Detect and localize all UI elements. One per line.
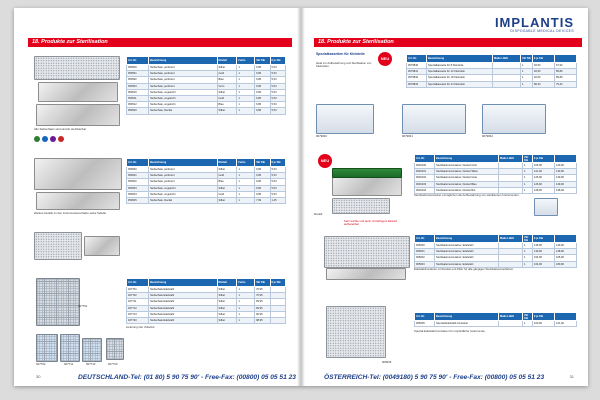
table-cell: 1: [521, 63, 533, 69]
table-cell: Sterilisationscontainer, Deckel Grau: [435, 175, 499, 181]
column-header: Maße L/B/H: [499, 235, 523, 243]
table-cell: 1: [523, 163, 533, 169]
table-cell: 1: [237, 77, 255, 83]
brand-tagline: DISPOSABLE MEDICAL DEVICES: [510, 29, 574, 33]
table-cell: [270, 317, 285, 323]
column-header: Art.-Nr.: [127, 57, 149, 65]
code-label: 927T02: [36, 362, 46, 366]
table-cell: Siebschale, perforiert: [149, 65, 217, 71]
tray-lid-image: [38, 82, 118, 102]
cassette-image: [316, 104, 374, 134]
green-lid-container-image: [332, 168, 402, 178]
table-cell: 83,95: [255, 305, 270, 311]
column-header: Art.-Nr.: [415, 313, 435, 321]
column-header: € je Stk: [270, 159, 285, 167]
small-tray-lid-image: [84, 236, 120, 256]
table-cell: Siebschale, perforiert: [149, 167, 217, 173]
table-cell: 927712: [127, 305, 149, 311]
table-cell: 1: [237, 197, 255, 203]
table-cell: Spezialkassette für 8 Kleinteile: [427, 63, 493, 69]
perforated-tray-image: [34, 56, 120, 80]
column-header: Bezeichnung: [149, 57, 217, 65]
code-label: 927T01: [78, 304, 88, 308]
table-cell: Silber: [217, 299, 237, 305]
table-cell: 1: [237, 65, 255, 71]
table-cell: Silber: [217, 197, 237, 203]
column-header: VE/ Stk: [523, 313, 533, 321]
column-header: Maße L/B/H: [499, 155, 523, 163]
special-container-table: [414, 312, 577, 327]
block1-note: Alle Siebschalen sind einzeln sterilisierbar.: [34, 127, 87, 131]
table-cell: 1: [523, 261, 533, 267]
special-container-image: [326, 306, 386, 358]
table-cell: 6,86: [255, 173, 270, 179]
column-header: VE/ Stk: [255, 279, 270, 287]
table-cell: 9026103: [415, 181, 435, 187]
table-cell: 139,90: [533, 249, 555, 255]
table-cell: Gold: [217, 191, 237, 197]
table-cell: Sterilisationscontainer, Deckel Grün: [435, 163, 499, 169]
table-cell: 1: [523, 255, 533, 261]
table-cell: Spezialkassette für 12 Kleinteile: [427, 69, 493, 75]
table-cell: 1: [523, 321, 533, 327]
table-cell: 6,86: [255, 179, 270, 185]
table-cell: 9026100: [415, 163, 435, 169]
new-badge: NEU: [378, 52, 392, 66]
table-cell: Silber: [217, 185, 237, 191]
cassette-table: [406, 54, 577, 88]
column-header: € je Stk: [533, 235, 555, 243]
table-cell: 139,90: [555, 175, 577, 181]
page-number: 30: [36, 374, 41, 379]
table-cell: 133,90: [555, 169, 577, 175]
table-cell: Siebschale, ungelocht: [149, 102, 217, 108]
table-cell: 92,53: [533, 69, 555, 75]
table-cell: 6,86: [255, 77, 270, 83]
table-cell: Sterilisationscontainer, Edelstahl: [435, 243, 499, 249]
table-cell: 148,90: [555, 187, 577, 193]
table-cell: 5,53: [270, 167, 285, 173]
column-header: Art.-Nr.: [415, 235, 435, 243]
table-cell: 154,90: [533, 255, 555, 261]
table-cell: 927701: [127, 287, 149, 293]
column-header: Farbe: [237, 279, 255, 287]
table-cell: 92,53: [533, 63, 555, 69]
table-cell: 135,90: [533, 243, 555, 249]
table-cell: 927713: [127, 311, 149, 317]
table-cell: 6,86: [255, 108, 270, 114]
table-cell: 70,95: [255, 287, 270, 293]
table-cell: Siebschale Edelstahl: [149, 287, 217, 293]
table-cell: 165,90: [555, 255, 577, 261]
column-header: VE/ Stk: [255, 57, 270, 65]
column-header: Modell: [217, 159, 237, 167]
table-cell: Siebschale Edelstahl: [149, 317, 217, 323]
table-cell: Silber: [217, 167, 237, 173]
table-cell: Silber: [217, 65, 237, 71]
table-cell: Sterilisationscontainer, Edelstahl: [435, 261, 499, 267]
table-cell: 86,43: [533, 81, 555, 87]
column-header: Bezeichnung: [435, 155, 499, 163]
table-cell: Siebschale Edelstahl: [149, 299, 217, 305]
table-cell: 85,89: [555, 69, 577, 75]
code-label: 927T11: [64, 362, 74, 366]
table-cell: 9079840: [407, 63, 427, 69]
wire-basket-blue-image: [82, 338, 102, 362]
table-cell: 6,86: [255, 185, 270, 191]
new-badge: NEU: [318, 154, 332, 168]
table-cell: 9026101: [415, 169, 435, 175]
steel-container-lid-image: [326, 268, 406, 280]
table-cell: Blau: [217, 102, 237, 108]
color-swatch: [42, 136, 48, 142]
column-header: [555, 313, 577, 321]
instrument-tray-image: [34, 158, 122, 190]
wire-basket-blue-image: [60, 334, 80, 362]
table-cell: 1: [523, 187, 533, 193]
table-cell: Siebschale, perforiert: [149, 71, 217, 77]
code-label: 9079842: [482, 134, 493, 138]
catalog-spread: [14, 8, 588, 386]
color-swatch: [50, 136, 56, 142]
column-header: Modell: [217, 279, 237, 287]
product-table-1: [126, 56, 286, 115]
product-table-3: [126, 278, 286, 324]
table-cell: 1: [237, 102, 255, 108]
table-cell: Spezialkassette für 18 Kleinteile: [427, 75, 493, 81]
table-cell: 1: [523, 249, 533, 255]
table-cell: 950603: [127, 185, 149, 191]
table-cell: 927711: [127, 299, 149, 305]
table-cell: 950510: [127, 89, 149, 95]
column-header: [555, 155, 577, 163]
column-header: € je Stk: [533, 55, 555, 63]
table-cell: 85,89: [555, 75, 577, 81]
column-header: Farbe: [237, 159, 255, 167]
table-cell: Gold: [217, 95, 237, 101]
tray-image: [36, 104, 120, 126]
brand-logo: [495, 16, 574, 33]
table-cell: 1: [523, 169, 533, 175]
table-cell: 1: [523, 243, 533, 249]
table-cell: 100,90: [533, 321, 555, 327]
column-header: Bezeichnung: [149, 279, 217, 287]
table-cell: 83,95: [255, 299, 270, 305]
table-cell: Siebschale, ungelocht: [149, 185, 217, 191]
column-header: Bezeichnung: [427, 55, 493, 63]
table-cell: Sterilisationscontainer, Edelstahl: [435, 255, 499, 261]
container-table: [414, 154, 577, 194]
table-cell: 1: [237, 293, 255, 299]
table-cell: 5,53: [270, 185, 285, 191]
table-cell: 905000: [415, 243, 435, 249]
table-cell: Silber: [217, 89, 237, 95]
highlight-note: Sehr leichte und auch mit farbigem Einsatz aufbereitbar: [344, 219, 398, 227]
column-header: € je Stk: [270, 57, 285, 65]
column-header: Bezeichnung: [435, 235, 499, 243]
table-cell: Siebschale, Deckel: [149, 108, 217, 114]
table-cell: Sterilisationscontainer, Deckel Blau: [435, 181, 499, 187]
table-cell: 1: [521, 69, 533, 75]
table-cell: 6,86: [255, 191, 270, 197]
table-cell: 1: [523, 181, 533, 187]
table-cell: Silber: [217, 293, 237, 299]
table-cell: 79,43: [555, 81, 577, 87]
table-cell: Siebschale Edelstahl: [149, 305, 217, 311]
table-cell: 6,86: [255, 71, 270, 77]
table-cell: Silber: [217, 108, 237, 114]
table-cell: 67,93: [555, 63, 577, 69]
table-cell: 905003: [415, 261, 435, 267]
table-cell: 950512: [127, 102, 149, 108]
table-row: [127, 197, 286, 203]
table-cell: 5,53: [270, 95, 285, 101]
table-cell: Gold: [217, 173, 237, 179]
container-description: Sterilisationscontainer ermöglichen die Aufbewahrung von sterilisierten Instrumenten.: [414, 193, 520, 197]
table-cell: Spezialkassette für 24 Kleinteile: [427, 81, 493, 87]
table-cell: 126,90: [533, 175, 555, 181]
table-cell: 9079842: [407, 75, 427, 81]
table-cell: 7,99: [255, 197, 270, 203]
table-cell: Siebschale, ungelocht: [149, 95, 217, 101]
table-cell: 180,90: [555, 261, 577, 267]
wire-basket-image: [36, 278, 80, 326]
table-cell: 950500: [127, 65, 149, 71]
table-cell: 950502: [127, 77, 149, 83]
table-cell: 1: [237, 287, 255, 293]
column-header: VE/ Stk: [255, 159, 270, 167]
wire-basket-blue-image: [36, 334, 58, 362]
container-insert-image: [332, 198, 390, 214]
table-cell: 1: [521, 75, 533, 81]
column-header: Art.-Nr.: [127, 159, 149, 167]
steel-container-image: [324, 236, 410, 268]
table-cell: 927702: [127, 293, 149, 299]
table-cell: 927720: [127, 317, 149, 323]
table-cell: 5,53: [270, 173, 285, 179]
table-cell: 164,90: [533, 261, 555, 267]
table-cell: 950601: [127, 173, 149, 179]
wire-basket-image: [106, 338, 124, 360]
table-cell: 1: [237, 191, 255, 197]
table-cell: 6,86: [255, 83, 270, 89]
color-swatch: [34, 136, 40, 142]
column-header: € je Stk: [270, 279, 285, 287]
table-cell: 5,53: [270, 179, 285, 185]
table-cell: 149,90: [555, 243, 577, 249]
table-cell: Silber: [217, 305, 237, 311]
table-cell: 5,53: [270, 83, 285, 89]
table-cell: [493, 81, 521, 87]
column-header: Maße L/B/H: [499, 313, 523, 321]
contact-footer: ÖSTERREICH-Tel: (0049180) 5 90 75 90' - Free-Fax: (00800) 05 05 51 23: [324, 374, 545, 381]
table-cell: 1: [237, 179, 255, 185]
table-cell: 9079843: [407, 81, 427, 87]
table-cell: 6,86: [255, 95, 270, 101]
table-cell: 126,90: [533, 181, 555, 187]
column-header: Art.-Nr.: [407, 55, 427, 63]
color-swatch: [58, 136, 64, 142]
table-cell: 106,90: [533, 163, 555, 169]
table-cell: 6,86: [255, 65, 270, 71]
table-cell: 950503: [127, 83, 149, 89]
table-cell: Siebschale, Deckel: [149, 197, 217, 203]
table-cell: Siebschale, perforiert: [149, 179, 217, 185]
column-header: € je Stk: [533, 313, 555, 321]
table-cell: 1,45: [270, 197, 285, 203]
table-cell: Blau: [217, 77, 237, 83]
table-cell: Siebschale, perforiert: [149, 77, 217, 83]
table-cell: 9026102: [415, 175, 435, 181]
code-label: 9079840: [316, 134, 327, 138]
section-title: Spezialkassetten für Kleinteile: [316, 52, 365, 56]
code-label: 9079841: [402, 134, 413, 138]
table-cell: Siebschale, perforiert: [149, 83, 217, 89]
column-header: VE/ Stk: [521, 55, 533, 63]
table-cell: 1: [237, 108, 255, 114]
table-row: [127, 108, 286, 114]
table-cell: 90,95: [255, 311, 270, 317]
table-row: [127, 317, 286, 323]
table-cell: 6,86: [255, 102, 270, 108]
table-cell: 6,86: [255, 167, 270, 173]
product-table-2: [126, 158, 286, 204]
contact-footer: DEUTSCHLAND-Tel: (01 80) 5 90 75 90' - Free-Fax: (00800) 05 05 51 23: [78, 374, 296, 381]
small-tray-image: [34, 232, 82, 260]
table-cell: Sterilisationscontainer, Edelstahl: [435, 249, 499, 255]
table-cell: 905005: [415, 321, 435, 327]
section-description: Ideal zur Aufbewahrung und Sterilisation von Kleinteilen.: [316, 61, 372, 69]
table-cell: 1: [237, 299, 255, 305]
table-cell: 5,53: [270, 77, 285, 83]
table-cell: Grün: [217, 83, 237, 89]
code-label: 927T20: [108, 362, 118, 366]
steel-container-description: Edelstahlcontainer mit Deckel und Filter für alle gängigen Sterilisationsverfahren.: [414, 267, 514, 271]
table-cell: 950520: [127, 108, 149, 114]
column-header: VE/ Stk: [523, 155, 533, 163]
table-cell: Blau: [217, 179, 237, 185]
table-cell: 121,90: [533, 169, 555, 175]
table-cell: 950604: [127, 191, 149, 197]
table-cell: Sterilisationscontainer, Deckel Silber: [435, 169, 499, 175]
column-header: Art.-Nr.: [415, 155, 435, 163]
table-cell: 5,53: [270, 65, 285, 71]
table-cell: 121,90: [555, 321, 577, 327]
block3-note: Lieferung inkl. Zubehör.: [126, 325, 156, 329]
column-header: [555, 55, 577, 63]
table-cell: 9026104: [415, 187, 435, 193]
table-cell: 1: [237, 185, 255, 191]
table-row: [415, 321, 577, 327]
brand-name: IMPLANTIS: [494, 15, 574, 30]
table-cell: 1: [237, 83, 255, 89]
right-section-header: 18. Produkte zur Sterilisation: [314, 38, 582, 47]
left-section-header: 18. Produkte zur Sterilisation: [28, 38, 292, 47]
block2-note: Weitere Details zu den Instrumentenschalen siehe Tabelle.: [34, 211, 107, 215]
table-cell: 5,53: [270, 191, 285, 197]
table-cell: 128,90: [533, 187, 555, 193]
table-cell: Gold: [217, 71, 237, 77]
table-cell: 1: [237, 173, 255, 179]
column-header: Art.-Nr.: [127, 279, 149, 287]
special-container-description: Spezial-Edelstahl-Container für empfindliche Instrumente.: [414, 329, 486, 333]
cassette-image: [402, 104, 466, 134]
table-cell: 1: [237, 95, 255, 101]
instrument-tray-lid-image: [36, 192, 120, 210]
table-row: [407, 81, 577, 87]
column-header: [555, 235, 577, 243]
table-cell: 950511: [127, 95, 149, 101]
table-cell: [499, 321, 523, 327]
table-cell: 5,53: [270, 102, 285, 108]
right-page: [302, 8, 588, 386]
table-cell: 92,53: [533, 75, 555, 81]
table-cell: Siebschale, ungelocht: [149, 191, 217, 197]
left-page: [14, 8, 300, 386]
table-cell: 148,90: [555, 249, 577, 255]
table-cell: Silber: [217, 317, 237, 323]
column-header: Bezeichnung: [149, 159, 217, 167]
column-header: Bezeichnung: [435, 313, 499, 321]
table-cell: 9079841: [407, 69, 427, 75]
table-cell: 1: [521, 81, 533, 87]
table-cell: 905001: [415, 249, 435, 255]
table-cell: 950605: [127, 197, 149, 203]
table-cell: 905002: [415, 255, 435, 261]
table-cell: 1: [237, 89, 255, 95]
steel-container-table: [414, 234, 577, 268]
table-cell: 6,86: [255, 89, 270, 95]
table-cell: 1: [237, 311, 255, 317]
table-cell: 1: [237, 167, 255, 173]
table-cell: Spezial-Edelstahl-Container: [435, 321, 499, 327]
table-cell: 950501: [127, 71, 149, 77]
column-header: Farbe: [237, 57, 255, 65]
table-cell: 950600: [127, 167, 149, 173]
table-cell: Siebschale, ungelocht: [149, 89, 217, 95]
table-cell: 1: [523, 175, 533, 181]
table-cell: Silber: [217, 287, 237, 293]
table-cell: Siebschale, perforiert: [149, 173, 217, 179]
table-cell: Siebschale Edelstahl: [149, 293, 217, 299]
table-cell: 70,95: [255, 293, 270, 299]
column-header: VE/ Stk: [523, 235, 533, 243]
table-cell: 5,53: [270, 89, 285, 95]
column-header: € je Stk: [533, 155, 555, 163]
table-cell: 5,53: [270, 71, 285, 77]
table-cell: Siebschale Edelstahl: [149, 311, 217, 317]
table-cell: 950602: [127, 179, 149, 185]
code-label: 905005: [382, 360, 392, 364]
table-cell: 1: [237, 317, 255, 323]
table-cell: 5,53: [270, 108, 285, 114]
table-cell: 1: [237, 71, 255, 77]
model-label: Modell: [314, 212, 323, 216]
table-cell: Sterilisationscontainer, Deckel Rot: [435, 187, 499, 193]
cassette-image: [482, 104, 546, 134]
code-label: 927T12: [86, 362, 96, 366]
table-cell: 129,90: [555, 163, 577, 169]
table-cell: 139,90: [555, 181, 577, 187]
filter-image: [534, 198, 558, 216]
table-cell: 1: [237, 305, 255, 311]
table-cell: 98,95: [255, 317, 270, 323]
column-header: Modell: [217, 57, 237, 65]
page-number: 31: [569, 374, 574, 379]
column-header: Maße L/B/H: [493, 55, 521, 63]
table-cell: Silber: [217, 311, 237, 317]
